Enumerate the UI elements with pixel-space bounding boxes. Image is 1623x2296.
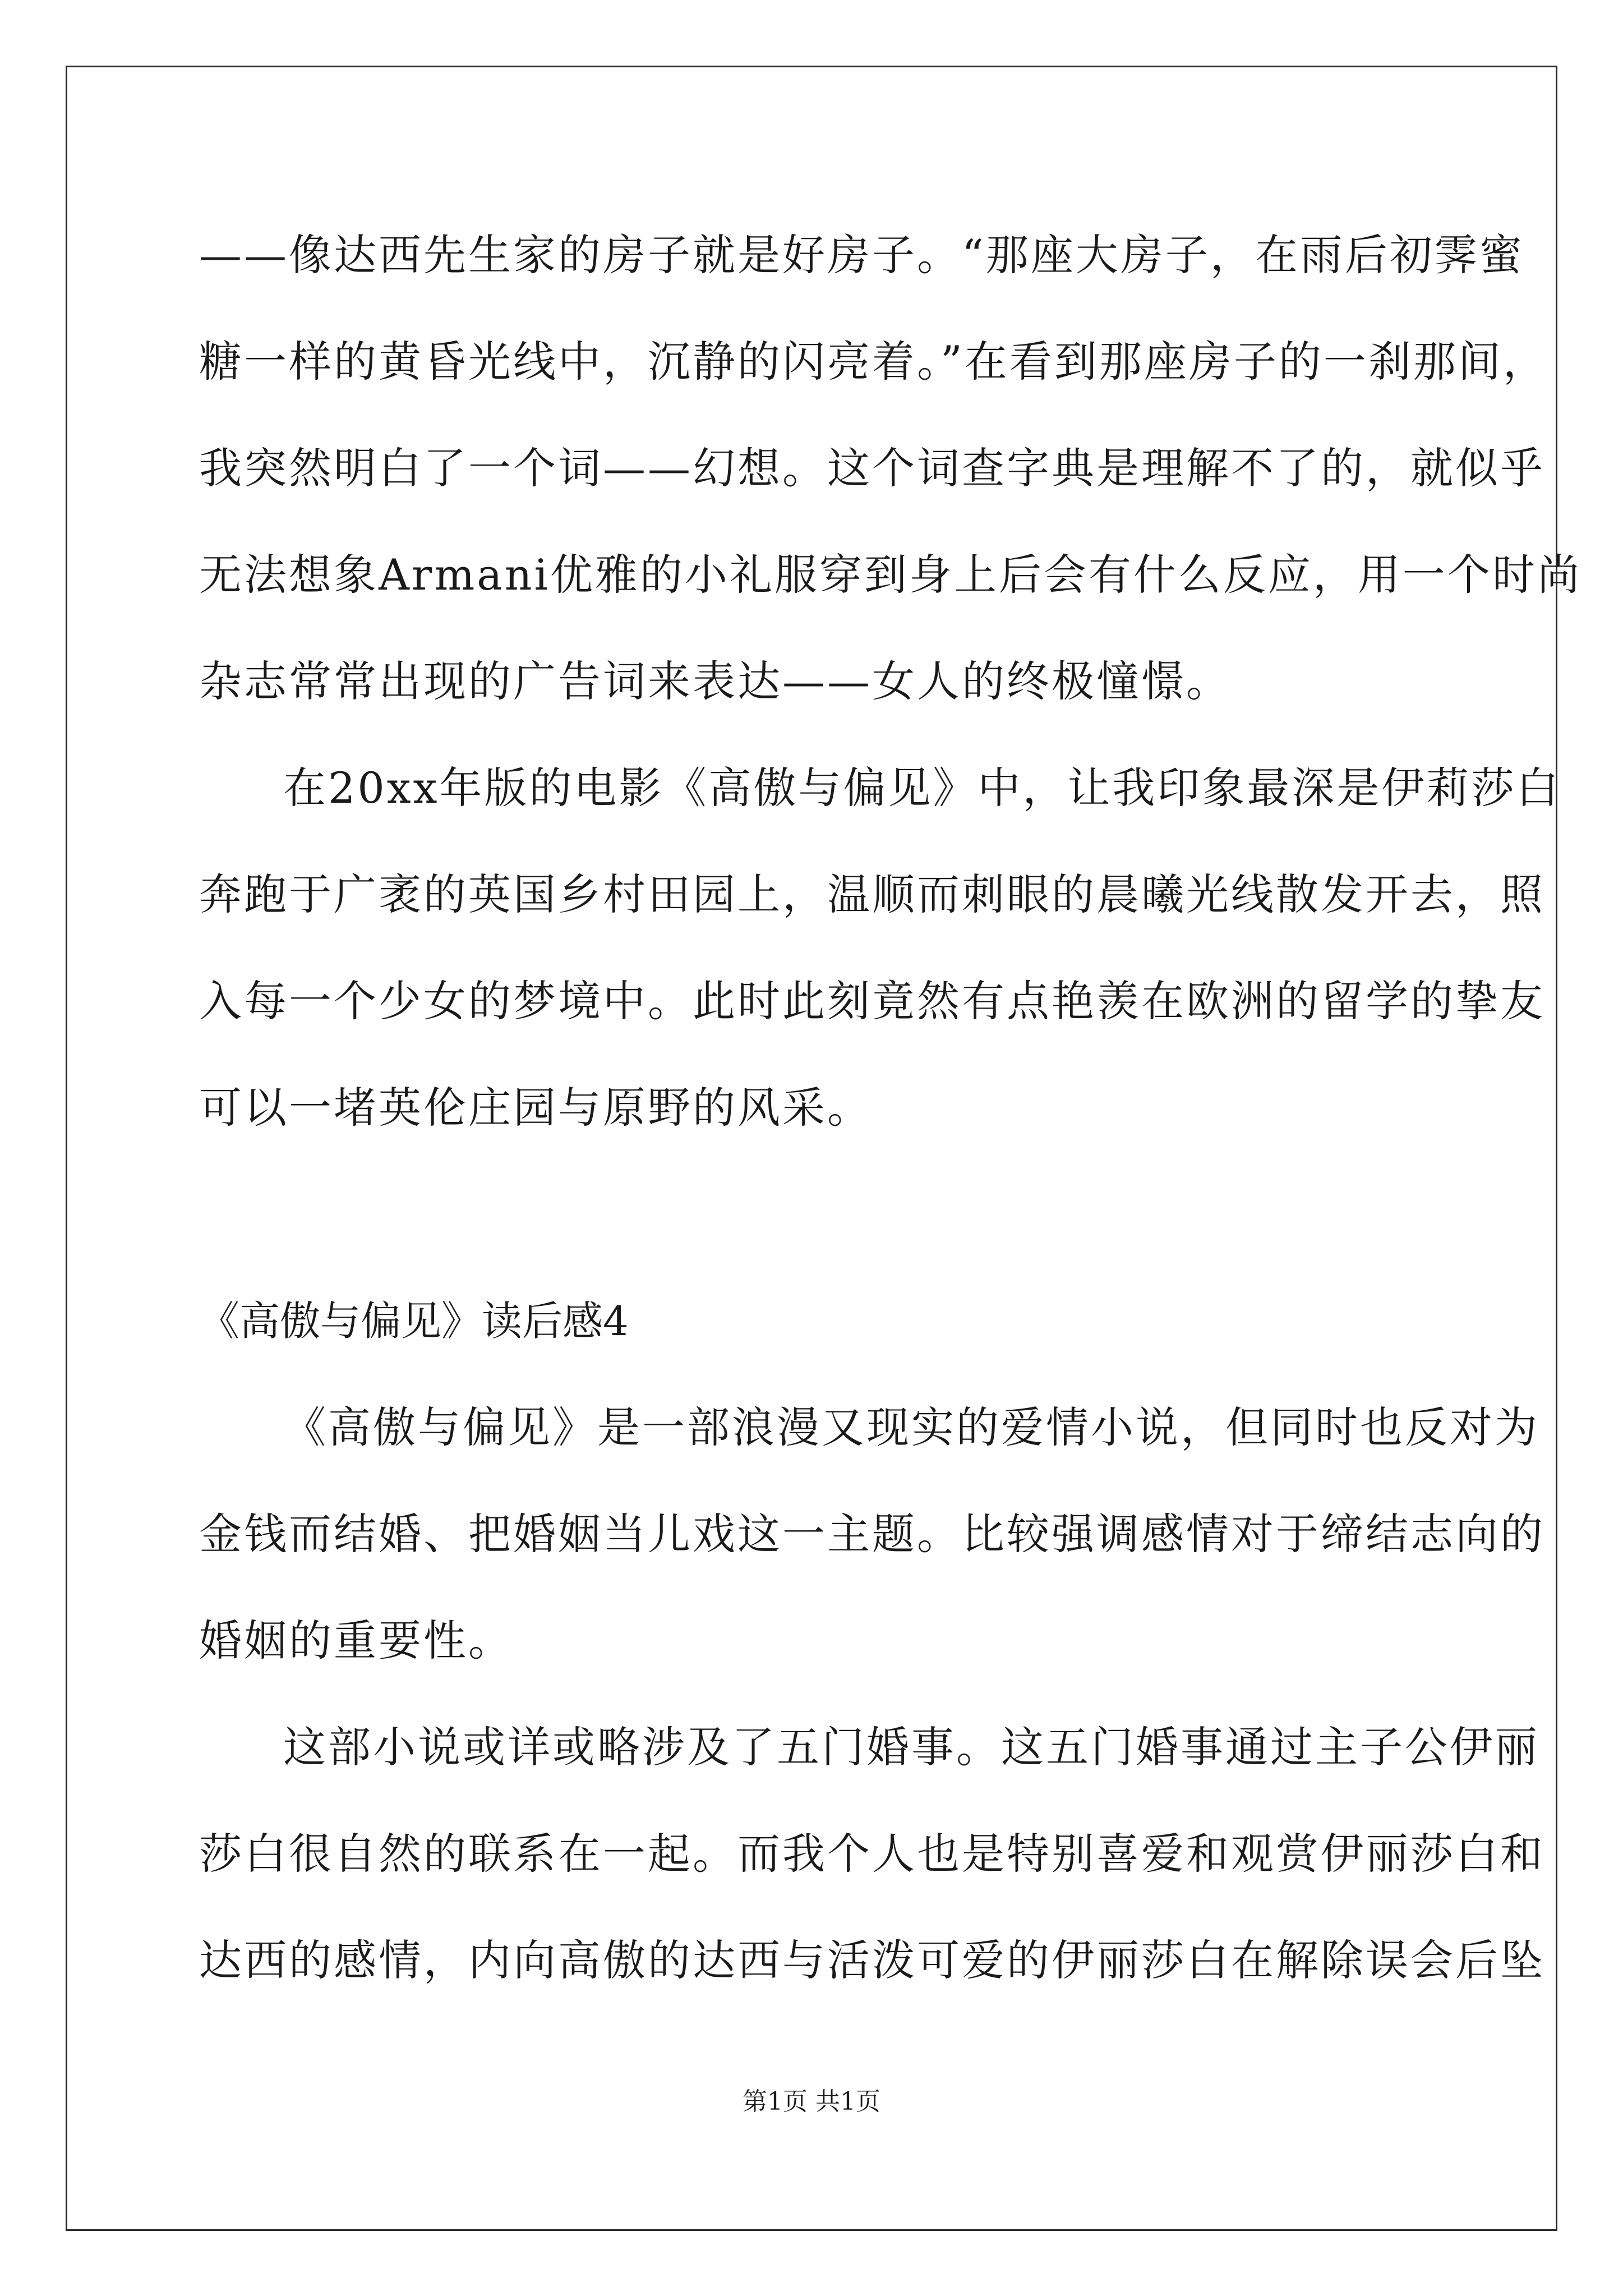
text-line: 婚姻的重要性。 xyxy=(199,1616,513,1665)
paragraph-1 xyxy=(199,202,1582,735)
text-line: 金钱而结婚、把婚姻当儿戏这一主题。比较强调感情对于缔结志向的 xyxy=(199,1509,1545,1559)
text-line: 入每一个少女的梦境中。此时此刻竟然有点艳羡在欧洲的留学的挚友 xyxy=(199,976,1545,1026)
section-heading: 《高傲与偏见》读后感4 xyxy=(199,1297,629,1345)
text-line: 可以一堵英伦庄园与原野的风采。 xyxy=(199,1083,872,1133)
paragraph-2 xyxy=(199,735,1561,1161)
text-line: 达西的感情，内向高傲的达西与活泼可爱的伊丽莎白在解除误会后坠 xyxy=(199,1935,1545,1985)
text-line: 杂志常常出现的广告词来表达——女人的终极憧憬。 xyxy=(199,656,1231,706)
text-line: 莎白很自然的联系在一起。而我个人也是特别喜爱和观赏伊丽莎白和 xyxy=(199,1829,1545,1879)
paragraph-4 xyxy=(199,1694,1545,2014)
page-footer: 第1页 共1页 xyxy=(743,2087,880,2116)
text-line: 《高傲与偏见》是一部浪漫又现实的爱情小说，但同时也反对为 xyxy=(283,1402,1539,1452)
text-line: ——像达西先生家的房子就是好房子。“那座大房子，在雨后初霁蜜 xyxy=(199,230,1524,280)
paragraph-3 xyxy=(199,1374,1545,1694)
spacer xyxy=(199,1161,1427,1268)
text-line: 无法想象Armani优雅的小礼服穿到身上后会有什么反应，用一个时尚 xyxy=(199,550,1582,600)
text-line: 我突然明白了一个词——幻想。这个词查字典是理解不了的，就似乎 xyxy=(199,443,1545,493)
text-line: 在20xx年版的电影《高傲与偏见》中，让我印象最深是伊莉莎白 xyxy=(283,763,1561,813)
text-line: 奔跑于广袤的英国乡村田园上，温顺而刺眼的晨曦光线散发开去，照 xyxy=(199,869,1545,919)
text-line: 糖一样的黄昏光线中，沉静的闪亮着。”在看到那座房子的一刹那间， xyxy=(199,337,1548,386)
document-body xyxy=(199,202,1582,2014)
text-line: 这部小说或详或略涉及了五门婚事。这五门婚事通过主子公伊丽 xyxy=(283,1722,1539,1772)
